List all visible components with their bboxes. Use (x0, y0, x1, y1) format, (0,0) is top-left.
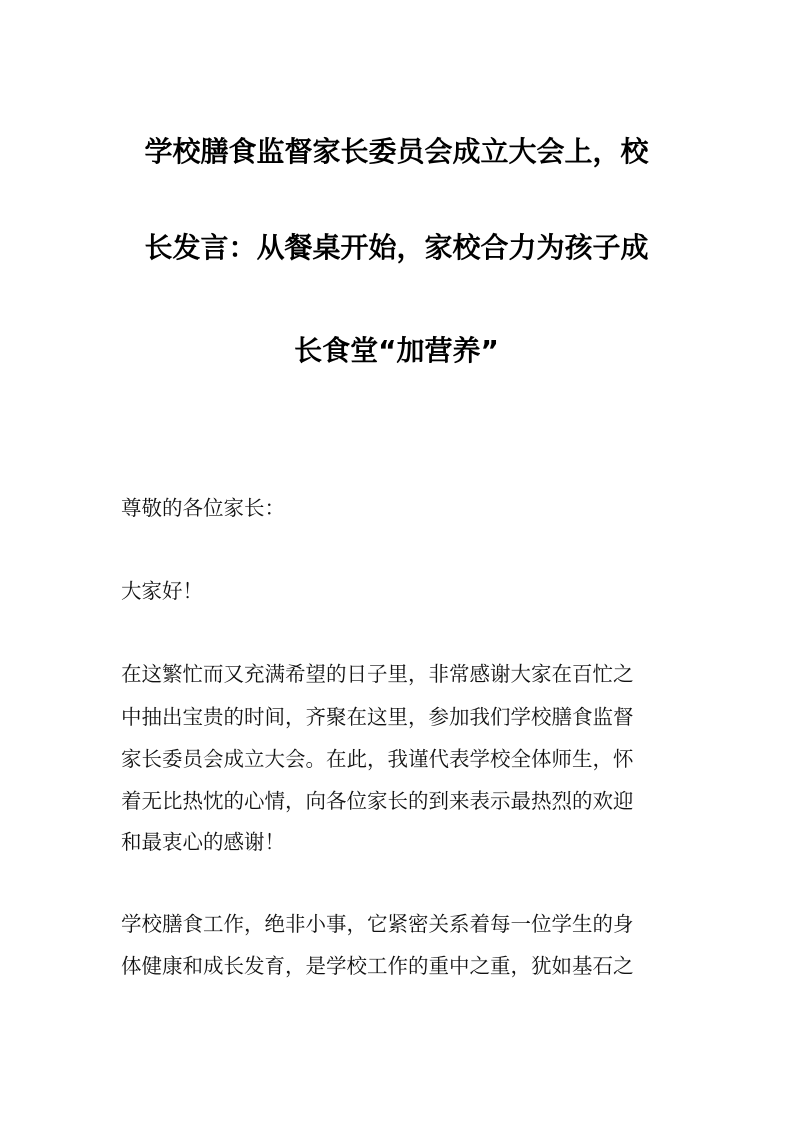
paragraph-line: 学校膳食工作，绝非小事，它紧密关系着每一位学生的身 (121, 912, 634, 936)
paragraph-line: 在这繁忙而又充满希望的日子里，非常感谢大家在百忙之 (121, 662, 634, 686)
salutation: 尊敬的各位家长： (121, 496, 285, 520)
document-title-line-2: 长发言：从餐桌开始，家校合力为孩子成 (144, 231, 649, 264)
document-title-line-1: 学校膳食监督家长委员会成立大会上，校 (144, 135, 649, 168)
paragraph-line: 体健康和成长发育，是学校工作的重中之重，犹如基石之 (121, 954, 634, 978)
document-title-line-3: 长食堂“加营养” (294, 334, 499, 367)
paragraph-line: 和最衷心的感谢！ (121, 830, 285, 854)
paragraph-line: 着无比热忱的心情，向各位家长的到来表示最热烈的欢迎 (121, 789, 634, 813)
paragraph-line: 家长委员会成立大会。在此，我谨代表学校全体师生，怀 (121, 747, 634, 771)
paragraph-line: 中抽出宝贵的时间，齐聚在这里，参加我们学校膳食监督 (121, 705, 634, 729)
greeting: 大家好！ (121, 579, 203, 603)
